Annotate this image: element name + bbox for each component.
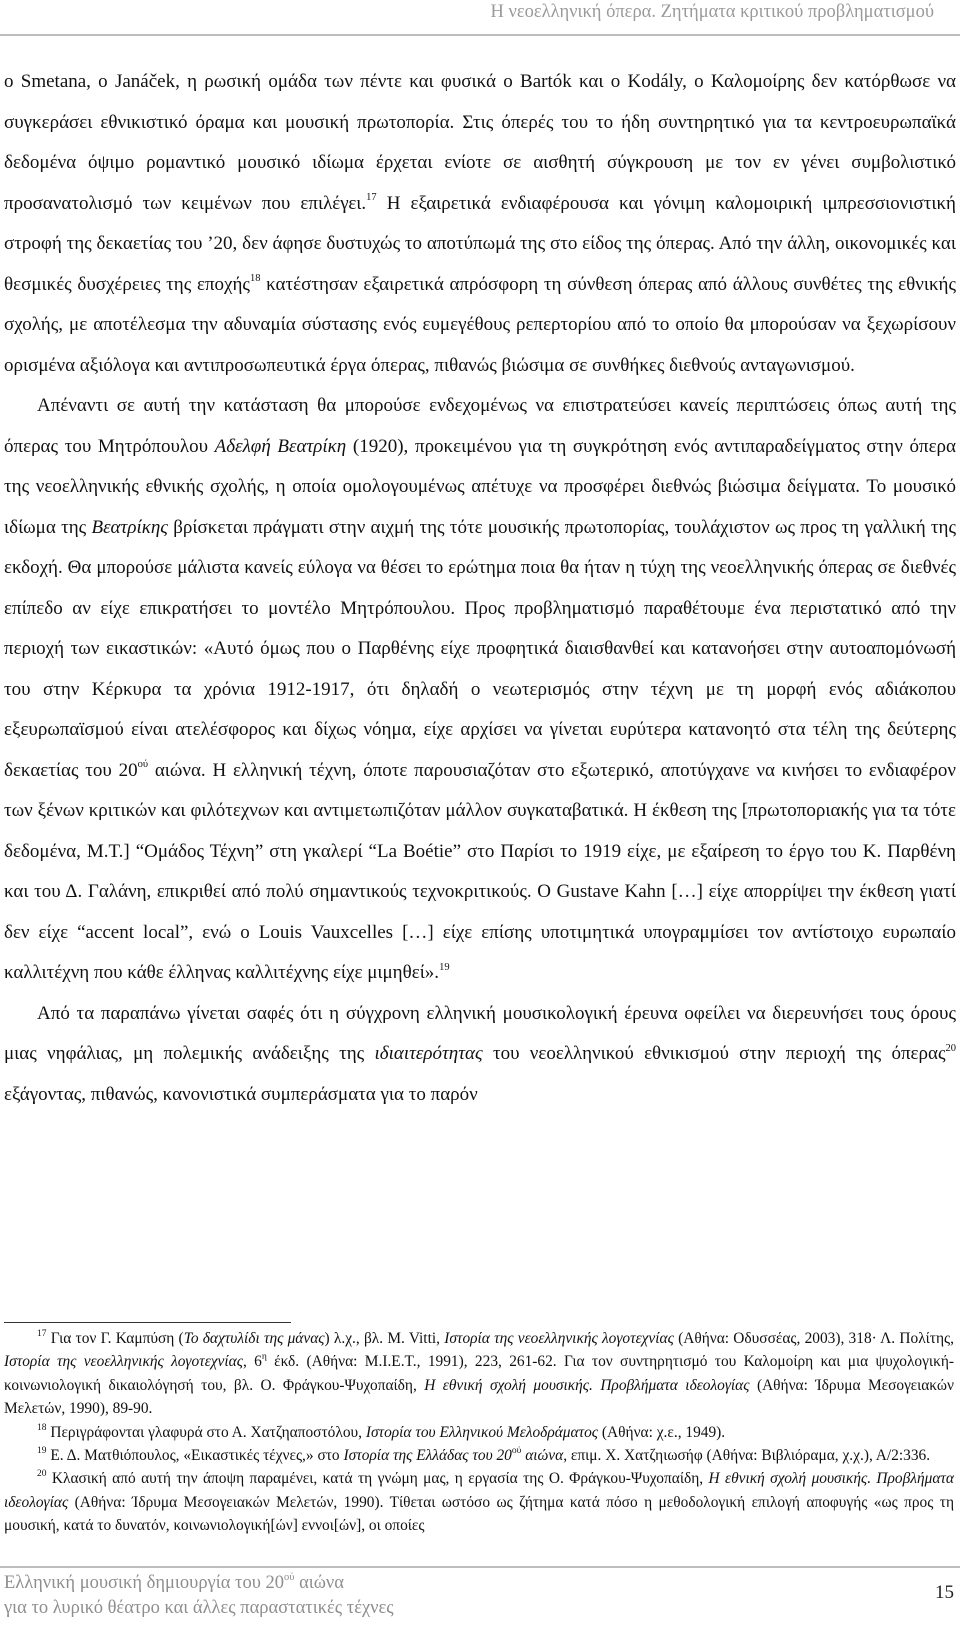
footnote-title: Η εθνική σχολή μουσικής. Προβλήματα ιδεολογίας (424, 1376, 750, 1394)
footnote-20 (4, 1467, 954, 1537)
footnotes (4, 1327, 954, 1538)
footnote-text: , επιμ. Χ. Χατζηιωσήφ (Αθήνα: Βιβλιόραμα, χ.χ.), Α/2:336. (563, 1447, 931, 1465)
footnote-ref-17[interactable]: 17 (366, 192, 377, 204)
footnote-text: (Αθήνα: Ίδρυμα Μεσογειακών Μελετών, 1990), 89-90. (4, 1376, 954, 1418)
footer-text: αιώνα (294, 1573, 344, 1593)
paragraph-text: του νεοελληνικού εθνικισμού στην περιοχή της όπερας (482, 1043, 946, 1064)
work-title: Αδελφή Βεατρίκη (214, 435, 347, 457)
paragraph-text: ο Smetana, ο Janáček, η ρωσική ομάδα των πέντε και φυσικά ο Bartók και ο Kodály, ο Καλομοίρης δεν κατόρθωσε να συγκεράσει εθνικιστικό όραμα και μουσική πρωτοπορία. Στις όπερές του το ήδη συντηρητικό για τα κεντροευρωπαϊκά δεδομένα όψιμο ρομαντικό μουσικό ιδίωμα έρχεται ενίοτε σε αισθητή σύγκρουση με τον εν γένει συμβολιστικό προσανατολισμό των κειμένων που επιλέγει. (4, 71, 956, 214)
footnote-17 (4, 1327, 954, 1421)
footnote-separator (4, 1322, 291, 1323)
footnote-text: (Αθήνα: Ίδρυμα Μεσογειακών Μελετών, 1990). Τίθεται ωστόσο ως ζήτημα κατά πόσο η μεθοδολογική επιλογή αποφυγής «ως προς τη μουσική, κατά το δυνατόν, κοινωνιολογική[ών] εννοι[ών], οι οποίες (4, 1493, 954, 1535)
footer-line-1 (4, 1571, 956, 1596)
footnote-18 (4, 1421, 954, 1444)
running-header: Η νεοελληνική όπερα. Ζητήματα κριτικού προβληματισμού (490, 2, 934, 22)
ordinal-suffix: ού (137, 759, 149, 771)
footnote-text: Ε. Δ. Ματθιόπουλος, «Εικαστικές τέχνες,» στο (46, 1447, 344, 1465)
ordinal-suffix: ού (511, 1445, 522, 1456)
main-text (4, 62, 956, 1115)
paragraph-text: κατέστησαν εξαιρετικά απρόσφορη τη σύνθεση όπερας από άλλους συνθέτες της εθνικής σχολής, με αποτέλεσμα την αδυναμία σύστασης ενός ευμεγέθους ρεπερτορίου από το οποίο θα μπορούσαν να ξεχωρίσουν ορισμένα αξιόλογα και αντιπροσωπευτικά έργα όπερας, πιθανώς βιώσιμα σε συνθήκες διεθνούς ανταγωνισμού. (4, 273, 956, 376)
ordinal-suffix: ού (283, 1571, 295, 1583)
footnote-ref-20[interactable]: 20 (945, 1042, 956, 1054)
footnote-text: Κλασική από αυτή την άποψη παραμένει, κατά τη γνώμη μας, η εργασία της Ο. Φράγκου-Ψυχοπαίδη, (46, 1470, 709, 1488)
footnote-number: 17 (37, 1328, 47, 1339)
footnote-number: 19 (37, 1445, 47, 1456)
footer-text: Ελληνική μουσική δημιουργία του 20 (4, 1573, 284, 1593)
paragraph-1 (4, 62, 956, 386)
ordinal-suffix: η (261, 1352, 267, 1363)
running-footer (4, 1571, 956, 1621)
footnote-text: Για τον Γ. Καμπύση ( (46, 1330, 184, 1347)
paragraph-text: (1920), προκειμένου για τη συγκρότηση ενός αντιπαραδείγματος στην όπερα της νεοελληνικής εθνικής σχολής, η οποία ομολογουμένως απέτυχε να προσφέρει διεθνώς βιώσιμα δείγματα. Το μουσικό ιδίωμα της (4, 435, 956, 538)
footnote-text: έκδ. (Αθήνα: Μ.Ι.Ε.Τ., 1991), 223, 261-62. Για τον συντηρητισμό του Καλομοίρη και μια ψυχολογική-κοινωνιολογική δικαιολόγησή του, βλ. Ο. Φράγκου-Ψυχοπαίδη, (4, 1353, 954, 1394)
footnote-text: (Αθήνα: Οδυσσέας, 2003), 318· Λ. Πολίτης, (673, 1330, 954, 1347)
footnote-title: Ιστορία της Ελλάδας του 20 (343, 1447, 512, 1465)
footnote-text: (Αθήνα: χ.ε., 1949). (598, 1423, 726, 1441)
work-title: Βεατρίκης (91, 516, 168, 538)
footer-rule (0, 1566, 960, 1568)
paragraph-text: Από τα παραπάνω γίνεται σαφές ότι η σύγχρονη ελληνική μουσικολογική έρευνα οφείλει να διερευνήσει τους όρους μιας νηφάλιας, μη πολεμικής ανάδειξης της (4, 1002, 956, 1064)
header-rule (0, 34, 960, 36)
footnote-text: , 6 (242, 1353, 262, 1371)
paragraph-text: Απέναντι σε αυτή την κατάσταση θα μπορούσε ενδεχομένως να επιστρατεύσει κανείς περιπτώσεις όπως αυτή της όπερας του Μητρόπουλου (4, 395, 956, 457)
page-number: 15 (935, 1582, 954, 1603)
footnote-title: Το δαχτυλίδι της μάνας (183, 1330, 325, 1347)
paragraph-text: αιώνα. Η ελληνική τέχνη, όποτε παρουσιαζόταν στο εξωτερικό, αποτύγχανε να κινήσει το ενδιαφέρον των ξένων κριτικών και φιλότεχνων και αντιμετωπιζόταν μάλλον συγκαταβατικά. Η έκθεση της [πρωτοποριακής για τα τότε δεδομένα, Μ.Τ.] “Ομάδος Τέχνη” στη γκαλερί “La Boétie” στο Παρίσι το 1919 είχε, με εξαίρεση το έργο του Κ. Παρθένη και του Δ. Γαλάνη, επικριθεί από πολύ σημαντικούς τεχνοκριτικούς. O Gustave Kahn […] είχε απορρίψει την έκθεση γιατί δεν είχε “accent local”, ενώ ο Louis Vauxcelles […] είχε επίσης υποτιμητικά υπογραμμίσει τον αντίστοιχο ευρωπαίο καλλιτέχνη που κάθε έλληνας καλλιτέχνης είχε μιμηθεί». (4, 759, 956, 983)
footnote-title: Ιστορία του Ελληνικού Μελοδράματος (365, 1423, 599, 1441)
footnote-ref-19[interactable]: 19 (439, 961, 450, 973)
paragraph-2 (4, 386, 956, 994)
paragraph-3 (4, 994, 956, 1116)
footnote-title: Ιστορία της νεοελληνικής λογοτεχνίας (4, 1353, 243, 1371)
paragraph-text: εξάγοντας, πιθανώς, κανονιστικά συμπεράσματα για το παρόν (4, 1083, 478, 1105)
emphasis: ιδιαιτερότητας (374, 1043, 483, 1064)
footnote-number: 20 (37, 1469, 47, 1480)
paragraph-text: Η εξαιρετικά ενδιαφέρουσα και γόνιμη καλομοιρική ιμπρεσσιονιστική στροφή της δεκαετίας του ’20, δεν άφησε δυστυχώς το αποτύπωμά της στο είδος της όπερας. Από την άλλη, οικονομικές και θεσμικές δυσχέρειες της εποχής (4, 192, 956, 295)
footnote-number: 18 (37, 1422, 47, 1433)
footnote-title: Η εθνική σχολή μουσικής. Προβλήματα ιδεολογίας (4, 1470, 954, 1511)
footnote-text: Περιγράφονται γλαφυρά στο Α. Χατζηαποστόλου, (46, 1423, 366, 1441)
paragraph-text: βρίσκεται πράγματι στην αιχμή της τότε μουσικής πρωτοπορίας, τουλάχιστον ως προς τη γαλλική της εκδοχή. Θα μπορούσε μάλιστα κανείς εύλογα να θέσει το ερώτημα ποια θα ήταν η τύχη της νεοελληνικής όπερας σε διεθνές επίπεδο αν είχε επικρατήσει το μοντέλο Μητρόπουλου. Προς προβληματισμό παραθέτουμε ένα περιστατικό από την περιοχή των εικαστικών: «Αυτό όμως που ο Παρθένης είχε προφητικά διαισθανθεί και κατανοήσει στην αυτοαπομόνωσή του στην Κέρκυρα τα χρόνια 1912-1917, ότι δηλαδή ο νεωτερισμός στην τέχνη με τη μορφή ενός αδιάκοπου εξευρωπαϊσμού είναι ατελέσφορος και δίχως νόημα, είχε αρχίσει να γίνεται ευρύτερα κατανοητό στα τέλη της δεύτερης δεκαετίας του 20 (4, 516, 956, 781)
footnote-title: Ιστορία της νεοελληνικής λογοτεχνίας (444, 1330, 674, 1347)
footnote-ref-18[interactable]: 18 (249, 273, 261, 285)
footnote-text: ) λ.χ., βλ. M. Vitti, (324, 1330, 445, 1347)
footnote-title: αιώνα (521, 1447, 564, 1465)
footer-line-2: για το λυρικό θέατρο και άλλες παραστατικές τέχνες (4, 1598, 394, 1618)
footnote-19 (4, 1444, 954, 1467)
